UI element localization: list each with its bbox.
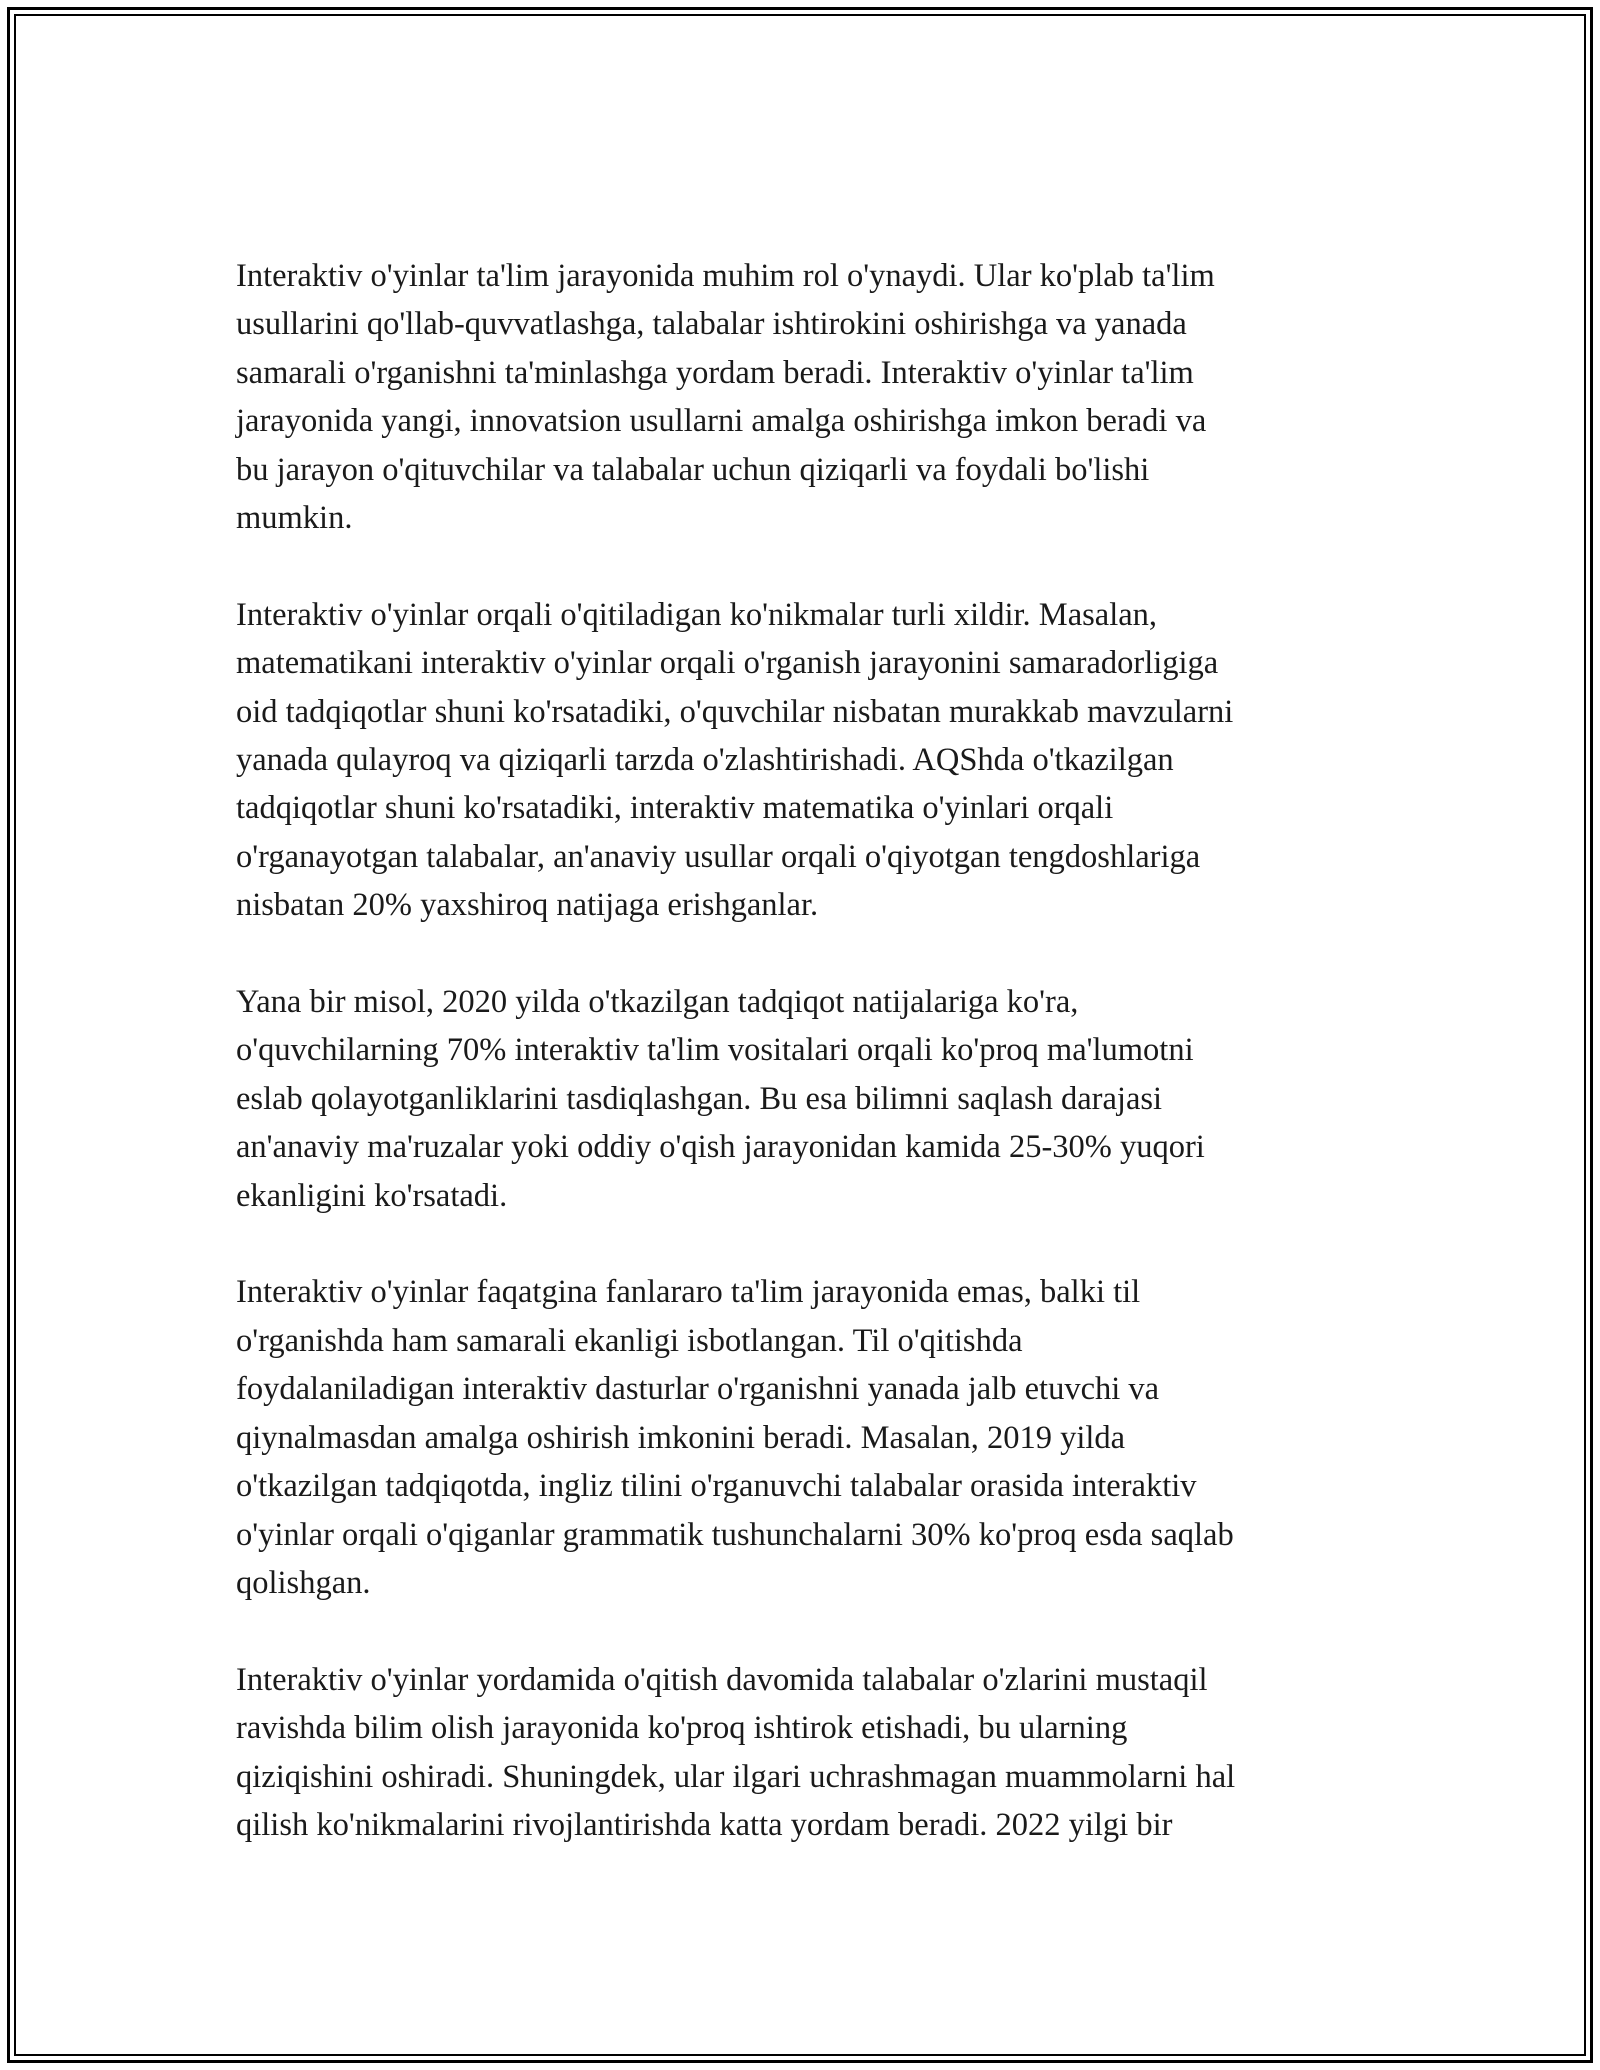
text-line: oid tadqiqotlar shuni ko'rsatadiki, o'quvchilar nisbatan murakkab mavzularni xyxy=(236,693,1234,730)
text-line: o'rganishda ham samarali ekanligi isbotlangan. Til o'qitishda xyxy=(236,1322,1023,1359)
text-line: usullarini qo'llab-quvvatlashga, talabalar ishtirokini oshirishga va yanada xyxy=(236,306,1187,343)
text-line: o'rganayotgan talabalar, an'anaviy usullar orqali o'qiyotgan tengdoshlariga xyxy=(236,838,1201,875)
text-line: ekanligini ko'rsatadi. xyxy=(236,1177,508,1214)
text-line: nisbatan 20% yaxshiroq natijaga erishganlar. xyxy=(236,887,819,924)
text-line: matematikani interaktiv o'yinlar orqali o'rganish jarayonini samaradorligiga xyxy=(236,645,1219,682)
text-line: foydalaniladigan interaktiv dasturlar o'rganishni yanada jalb etuvchi va xyxy=(236,1371,1160,1408)
text-line: Interaktiv o'yinlar orqali o'qitiladigan ko'nikmalar turli xildir. Masalan, xyxy=(236,596,1158,633)
text-line: o'quvchilarning 70% interaktiv ta'lim vositalari orqali ko'proq ma'lumotni xyxy=(236,1032,1194,1069)
paragraph-4 xyxy=(236,1268,1376,1607)
text-line: o'tkazilgan tadqiqotda, ingliz tilini o'rganuvchi talabalar orasida interaktiv xyxy=(236,1468,1197,1505)
text-line: Interaktiv o'yinlar ta'lim jarayonida muhim rol o'ynaydi. Ular ko'plab ta'lim xyxy=(236,258,1215,294)
text-line: o'yinlar orqali o'qiganlar grammatik tushunchalarni 30% ko'proq esda saqlab xyxy=(236,1516,1234,1553)
text-line: qiziqishini oshiradi. Shuningdek, ular ilgari uchrashmagan muammolarni hal xyxy=(236,1758,1236,1795)
text-line: qolishgan. xyxy=(236,1564,371,1601)
text-line: eslab qolayotganliklarini tasdiqlashgan. Bu esa bilimni saqlash darajasi xyxy=(236,1080,1163,1117)
text-line: yanada qulayroq va qiziqarli tarzda o'zlashtirishadi. AQShda o'tkazilgan xyxy=(236,742,1174,779)
text-line: samarali o'rganishni ta'minlashga yordam beradi. Interaktiv o'yinlar ta'lim xyxy=(236,354,1194,391)
document-body xyxy=(236,252,1376,1898)
text-line: Yana bir misol, 2020 yilda o'tkazilgan tadqiqot natijalariga ko'ra, xyxy=(236,984,1079,1021)
text-line: tadqiqotlar shuni ko'rsatadiki, interaktiv matematika o'yinlari orqali xyxy=(236,790,1114,827)
text-line: Interaktiv o'yinlar faqatgina fanlararo ta'lim jarayonida emas, balki til xyxy=(236,1274,1141,1311)
text-line: an'anaviy ma'ruzalar yoki oddiy o'qish jarayonidan kamida 25-30% yuqori xyxy=(236,1129,1205,1166)
paragraph-2 xyxy=(236,591,1376,930)
text-line: mumkin. xyxy=(236,500,353,537)
text-line: qiynalmasdan amalga oshirish imkonini beradi. Masalan, 2019 yilda xyxy=(236,1419,1126,1456)
text-line: jarayonida yangi, innovatsion usullarni amalga oshirishga imkon beradi va xyxy=(236,403,1207,440)
text-line: ravishda bilim olish jarayonida ko'proq ishtirok etishadi, bu ularning xyxy=(236,1710,1128,1747)
paragraph-1 xyxy=(236,252,1376,542)
paragraph-5 xyxy=(236,1656,1376,1850)
text-line: qilish ko'nikmalarini rivojlantirishda katta yordam beradi. 2022 yilgi bir xyxy=(236,1806,1173,1843)
text-line: Interaktiv o'yinlar yordamida o'qitish davomida talabalar o'zlarini mustaqil xyxy=(236,1661,1208,1698)
text-line: bu jarayon o'qituvchilar va talabalar uchun qiziqarli va foydali bo'lishi xyxy=(236,451,1150,488)
paragraph-3 xyxy=(236,978,1376,1220)
